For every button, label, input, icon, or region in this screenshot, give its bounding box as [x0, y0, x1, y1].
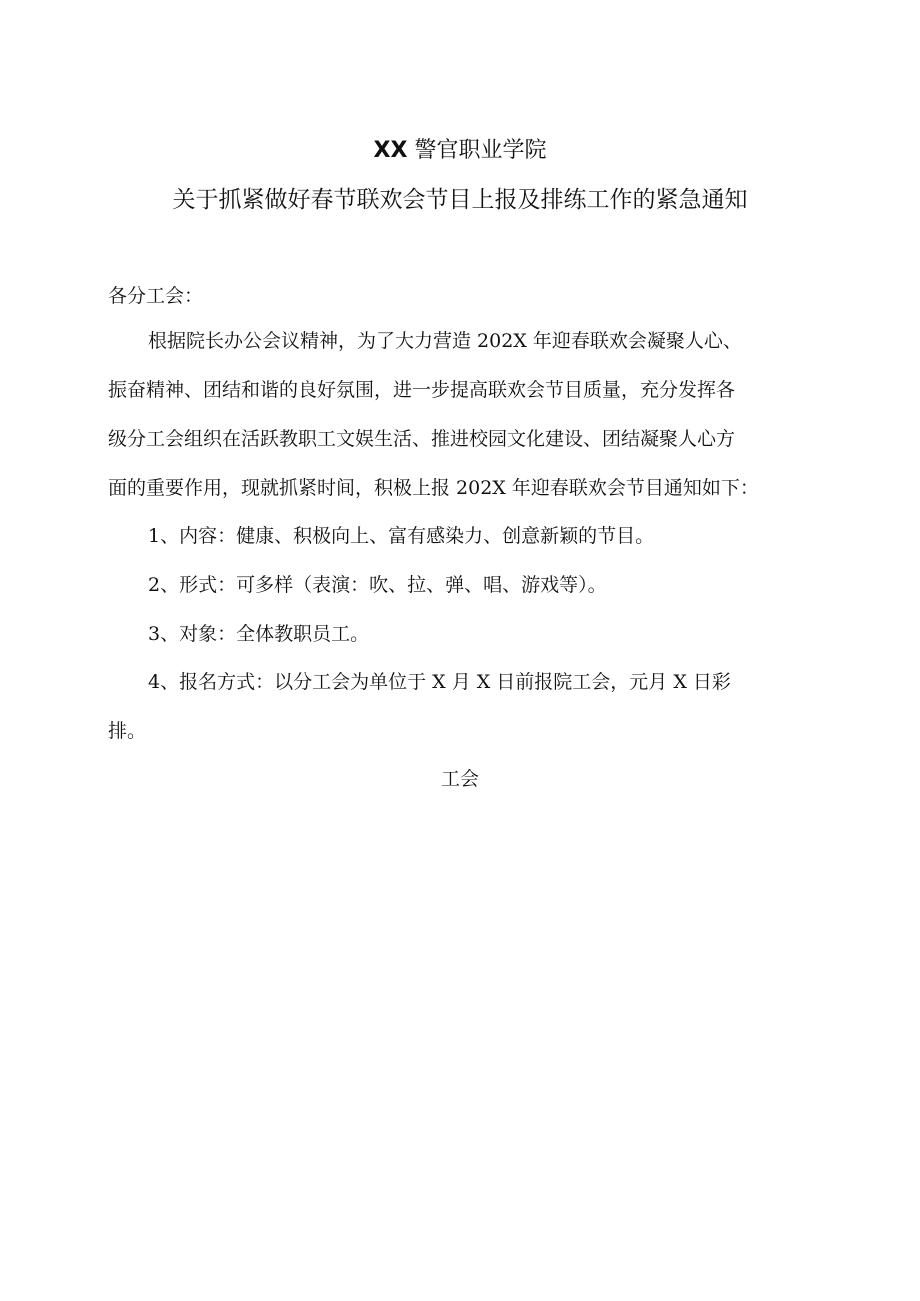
document-title-organization: [0, 132, 920, 170]
paragraph-line: 级分工会组织在活跃教职工文娱生活、推进校园文化建设、团结凝聚人心方: [108, 428, 736, 450]
signature: 工会: [440, 768, 479, 790]
list-item: 1、内容：健康、积极向上、富有感染力、创意新颖的节目。: [148, 525, 655, 547]
organization-name: 警官职业学院: [414, 138, 547, 163]
list-item: 3、对象：全体教职员工。: [148, 623, 370, 645]
paragraph-line: 根据院长办公会议精神，为了大力营造 202X 年迎春联欢会凝聚人心、: [148, 330, 742, 352]
paragraph-line: 面的重要作用，现就抓紧时间，积极上报 202X 年迎春联欢会节目通知如下：: [108, 477, 759, 499]
list-item: 2、形式：可多样（表演：吹、拉、弹、唱、游戏等）。: [148, 574, 607, 596]
paragraph-line: 振奋精神、团结和谐的良好氛围，进一步提高联欢会节目质量，充分发挥各: [108, 379, 736, 401]
salutation: 各分工会：: [108, 285, 204, 307]
document-subtitle: 关于抓紧做好春节联欢会节目上报及排练工作的紧急通知: [172, 187, 748, 213]
list-item: 4、报名方式：以分工会为单位于 X 月 X 日前报院工会，元月 X 日彩: [148, 671, 731, 693]
list-item-continuation: 排。: [108, 720, 147, 742]
organization-prefix: XX: [373, 138, 408, 163]
